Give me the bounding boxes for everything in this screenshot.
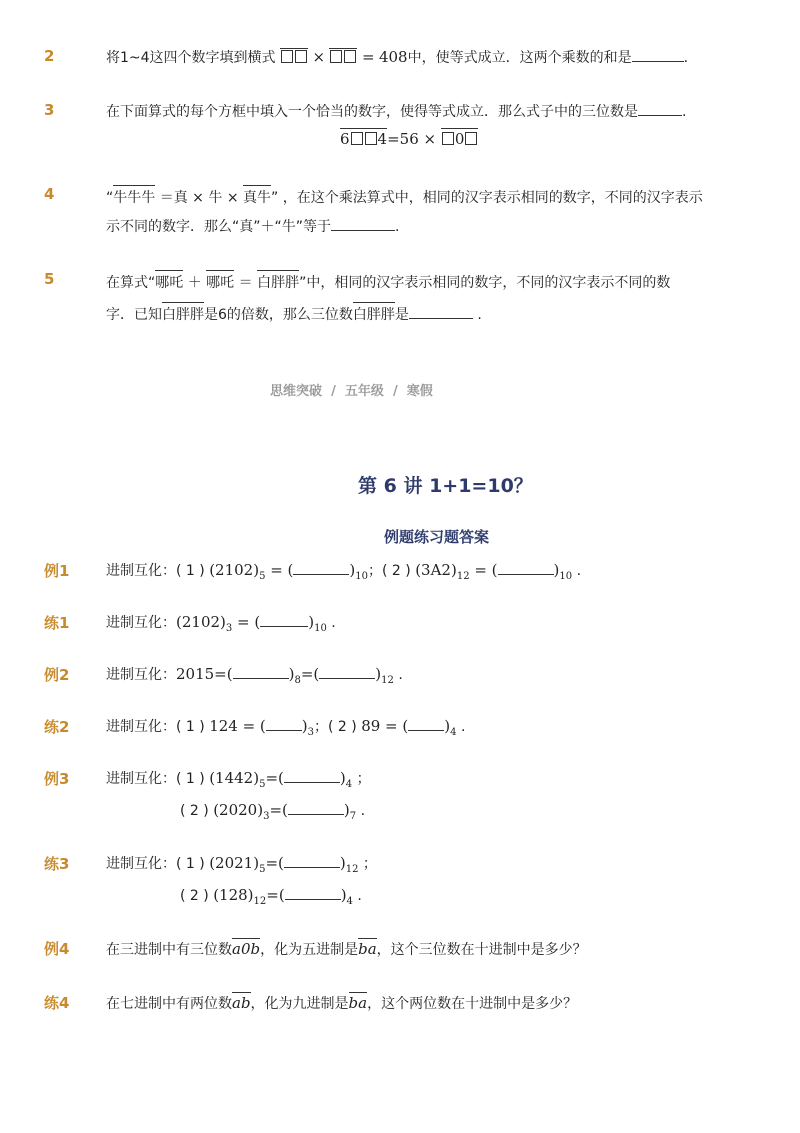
prefix: 进制互化： [106,856,176,872]
problem-5-after: ”中，相同的汉字表示相同的数字，不同的汉字表示不同的数 [299,275,671,291]
operator: ＝ [238,275,253,291]
base: 12 [381,675,394,686]
operator: × [226,190,239,206]
example-1-row [106,560,581,582]
text: ，这个两位数在十进制中是多少？ [367,996,578,1012]
answer-blank[interactable] [266,729,302,731]
period: . [357,888,362,904]
exercise-1-row [106,612,336,634]
text: 是6的倍数，那么三位数 [204,307,353,323]
text: 是 [394,307,409,323]
paren: ) [444,717,451,735]
text: ，这个三位数在十进制中是多少？ [376,942,587,958]
footer-separator: / [392,384,398,399]
text: 在七进制中有两位数 [106,996,232,1012]
digit: 4 [377,130,388,148]
example-label: 例2 [44,666,70,684]
base: 5 [259,571,266,582]
overlined-lhs: 牛牛牛 [113,185,155,207]
footer-separator: / [331,384,336,399]
answer-blank[interactable] [284,781,340,783]
paren: ) [553,561,560,579]
equals: = ( [469,561,498,579]
number: 2015=( [176,665,233,683]
part-label: ( 1 ) [176,563,205,579]
problem-4-line2 [106,216,399,236]
base: 4 [345,779,353,790]
problem-4-question: 示不同的数字．那么“真”＋“牛”等于 [106,219,332,235]
part-label: ( 2 ) [180,803,209,819]
problem-3-text [106,101,686,121]
equation-middle: =56 × [387,130,437,148]
problem-2-after: 中，使等式成立．这两个乘数的和是 [407,50,632,66]
operator: ＝真 × [159,190,204,206]
answer-blank[interactable] [284,866,340,868]
paren: ) [339,854,346,872]
number: (128) [213,886,254,904]
example-3-row-1 [106,768,371,790]
paren: ) [343,801,350,819]
base: 3 [225,623,233,634]
text: 字．已知 [106,307,162,323]
prefix: 进制互化： [106,771,176,787]
number: (2021) [209,854,260,872]
exercise-3-row-1 [106,853,377,875]
quote-close: ” [271,190,279,206]
period: . [395,219,400,235]
period: . [398,667,403,683]
digit: 6 [340,130,350,148]
example-label: 例3 [44,770,70,788]
exercise-label: 练2 [44,718,70,736]
period: . [682,104,687,120]
answer-blank[interactable] [288,813,344,815]
equals: =( [300,665,320,683]
footer-term: 寒假 [406,384,433,399]
prefix: 进制互化： [106,563,176,579]
number: (3A2) [415,561,457,579]
exercise-label: 练3 [44,855,70,873]
base: 5 [259,864,266,875]
equals: =( [269,801,288,819]
problem-number: 5 [44,270,55,288]
text: ，化为五进制是 [260,942,359,958]
answer-blank[interactable] [233,677,289,679]
answer-blank[interactable] [638,114,682,116]
part-label: ( 2 ) [382,563,411,579]
product-value: 408 [378,48,408,66]
overlined-number: ab [232,994,251,1012]
overlined-number: ba [358,940,377,958]
answer-blank[interactable] [331,229,395,231]
answer-blank[interactable] [409,317,473,319]
part-label: ( 2 ) [328,719,357,735]
footer-course: 思维突破 [270,384,323,399]
base: 8 [294,675,301,686]
semicolon: ； [362,856,377,872]
base: 12 [345,864,359,875]
answer-blank[interactable] [285,898,341,900]
exercise-label: 练4 [44,994,70,1012]
number: (2102) [209,561,260,579]
answer-blank[interactable] [293,573,349,575]
page-footer [270,380,433,399]
equals: =( [265,854,284,872]
example-4-row [106,938,587,959]
example-3-row-2 [180,801,365,822]
number: (1442) [209,769,260,787]
problem-5-line1 [106,270,670,292]
base: 3 [263,811,270,822]
problem-5-line2 [106,302,482,324]
exercise-label: 练1 [44,614,70,632]
period: . [576,563,582,579]
problem-2-before: 将1~4这四个数字填到横式 [106,50,276,66]
section-title: 例题练习题答案 [384,528,490,546]
problem-5-before: 在算式“ [106,275,156,291]
base: 4 [450,727,457,738]
example-label: 例1 [44,562,70,580]
period: . [331,615,336,631]
answer-blank[interactable] [632,60,684,62]
factor-1-boxes [280,48,308,66]
base: 5 [259,779,266,790]
lecture-title: 第 6 讲 1+1=10？ [358,475,533,497]
factor-2-boxes [329,48,357,66]
problem-4-line1 [106,185,703,207]
overlined-number: a0b [232,940,261,958]
base: 10 [559,571,573,582]
overlined-term: 白胖胖 [162,302,204,324]
example-label: 例4 [44,940,70,958]
period: . [460,719,466,735]
paren: ) [339,769,346,787]
exercise-2-row [106,716,465,738]
exercise-4-row [106,992,577,1013]
part-label: ( 1 ) [176,771,205,787]
prefix: 进制互化： [106,667,176,683]
overlined-term: 哪吒 [206,270,234,292]
equals: = ( [265,561,294,579]
overlined-number: ba [348,994,368,1012]
paren: ) [375,665,382,683]
footer-grade: 五年级 [344,384,384,399]
semicolon: ； [356,771,371,787]
number: 124 = ( [209,717,266,735]
prefix: 进制互化： [106,719,176,735]
prefix: 进制互化： [106,615,176,631]
times-sign: × [312,48,326,66]
problem-4-after: ，在这个乘法算式中，相同的汉字表示相同的数字，不同的汉字表示 [282,190,703,206]
answer-blank[interactable] [260,625,308,627]
overlined-rhs: 真牛 [243,185,271,207]
equals: =( [266,886,285,904]
base: 10 [314,623,327,634]
problem-number: 4 [44,185,55,203]
paren: ) [301,717,308,735]
problem-2-text [106,47,688,67]
part-label: ( 2 ) [180,888,209,904]
answer-blank[interactable] [319,677,375,679]
base: 10 [355,571,369,582]
overlined-term: 白胖胖 [257,270,299,292]
text: ，化为九进制是 [250,996,349,1012]
multiplier-number [441,128,479,148]
number: 89 = ( [361,717,409,735]
problem-number: 3 [44,101,55,119]
three-digit-number [340,128,387,148]
semicolon: ； [314,719,329,735]
equals: = ( [232,613,261,631]
base: 12 [456,571,470,582]
part-label: ( 1 ) [176,856,205,872]
base: 4 [346,896,353,907]
paren: ) [288,665,295,683]
overlined-term: 白胖胖 [353,302,395,324]
example-2-row [106,664,403,686]
text: 在三进制中有三位数 [106,942,232,958]
answer-blank[interactable] [408,729,444,731]
quote-open: “ [106,190,114,206]
operator: ＋ [187,275,202,291]
overlined-term: 哪吒 [155,270,183,292]
base: 7 [349,811,357,822]
paren: ) [340,886,347,904]
exercise-3-row-2 [180,886,362,907]
factor: 牛 [208,190,223,206]
digit: 0 [454,130,465,148]
equals-sign: = [361,48,375,66]
problem-3-question: 在下面算式的每个方框中填入一个恰当的数字，使得等式成立．那么式子中的三位数是 [106,104,638,120]
period: . [683,50,689,66]
base: 3 [307,727,315,738]
paren: ) [349,561,356,579]
number: (2020) [213,801,264,819]
period: . [360,803,366,819]
problem-number: 2 [44,47,55,65]
base: 12 [253,896,267,907]
period: . [477,307,482,323]
part-label: ( 1 ) [176,719,205,735]
problem-3-equation [340,128,478,148]
answer-blank[interactable] [498,573,554,575]
equals: =( [265,769,284,787]
number: (2102) [176,613,226,631]
semicolon: ； [368,563,383,579]
paren: ) [308,613,315,631]
